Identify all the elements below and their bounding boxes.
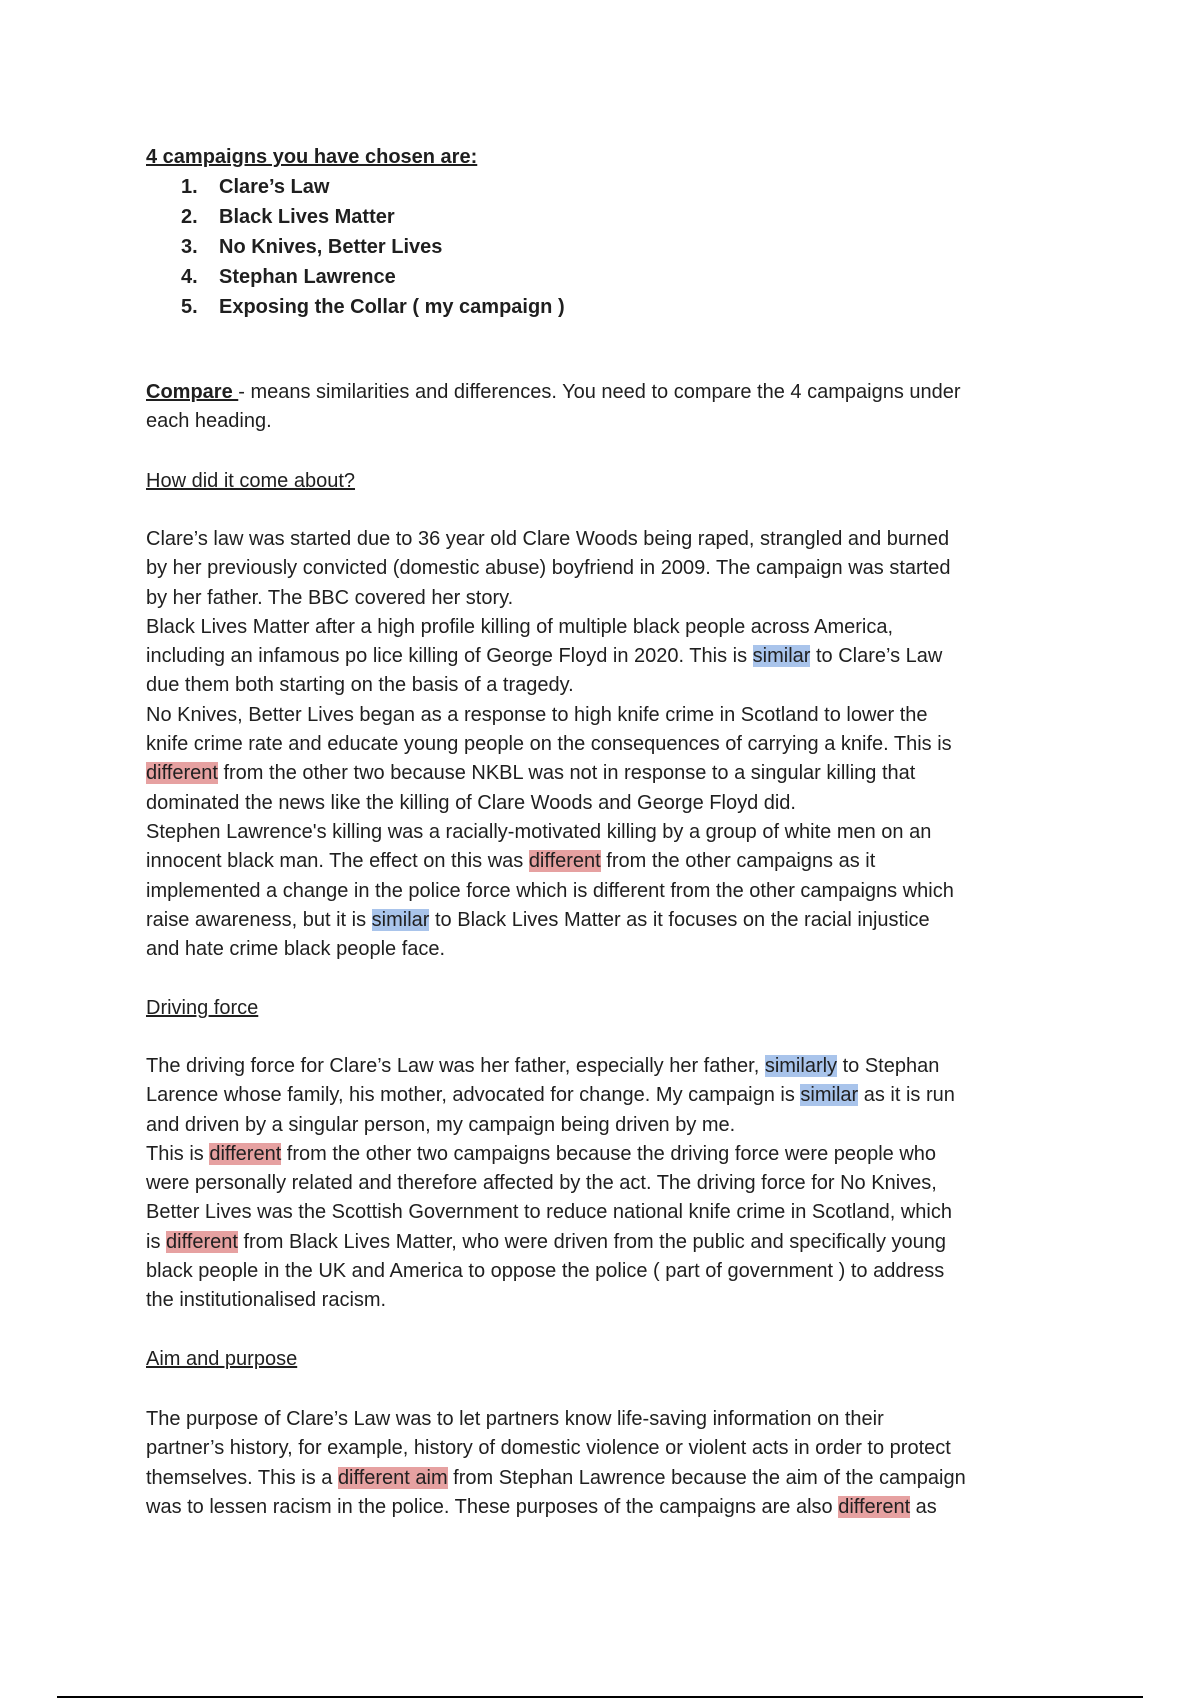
heading-aim-and-purpose: Aim and purpose [146,1348,298,1370]
similar-highlight: similarly [764,1055,838,1077]
compare-term: Compare [146,381,239,403]
list-item: 4. Stephan Lawrence [181,266,396,288]
compare-paragraph: Compare - means similarities and differences. You need to compare the 4 campaigns under each heading. [146,381,961,433]
different-highlight: different [166,1230,238,1253]
different-highlight: different [838,1495,911,1518]
similar-highlight: similar [800,1084,859,1107]
aim-paragraph: The purpose of Clare’s Law was to let partners know life-saving information on their partner’s history, for example, history of domestic violence or violent acts in order to protect themselves. This is a different aim from Stephan Lawrence because the aim of the campaign was to lessen racism in the police. These purposes of the campaigns are also different as [146,1408,966,1518]
page-bottom-rule [57,1696,1143,1698]
campaign-list [181,172,565,322]
heading-driving-force: Driving force [146,997,259,1019]
different-highlight: different [146,762,218,785]
list-item: 1. Clare’s Law [181,176,330,198]
driving-paragraph: The driving force for Clare’s Law was her father, especially her father, similarly to Stephan Larence whose family, his mother, advocated for change. My campaign is similar as it is run and driven by a singular person, my campaign being driven by me. This is different from the other two campaigns because the driving force were people who were personally related and therefore affected by the act. The driving force for No Knives, Better Lives was the Scottish Government to reduce national knife crime in Scotland, which is different from Black Lives Matter, who were driven from the public and specifically young black people in the UK and America to oppose the police ( part of government ) to address the institutionalised racism. [146,1055,955,1312]
campaigns-title: 4 campaigns you have chosen are: [146,146,478,168]
list-item: 2. Black Lives Matter [181,206,395,228]
different-highlight: different aim [337,1466,448,1489]
list-item: 3. No Knives, Better Lives [181,236,443,258]
list-item: 5. Exposing the Collar ( my campaign ) [181,296,565,318]
different-highlight: different [528,850,601,873]
heading-how-did-it-come-about: How did it come about? [146,470,356,492]
similar-highlight: similar [371,908,430,931]
different-highlight: different [209,1142,282,1165]
how-paragraph: Clare’s law was started due to 36 year old Clare Woods being raped, strangled and burned by her previously convicted (domestic abuse) boyfriend in 2009. The campaign was started by her father. The BBC covered her story. Black Lives Matter after a high profile killing of multiple black people across America, including an infamous po lice killing of George Floyd in 2020. This is similar to Clare’s Law due them both starting on the basis of a tragedy. No Knives, Better Lives began as a response to high knife crime in Scotland to lower the knife crime rate and educate young people on the consequences of carrying a knife. This is different from the other two because NKBL was not in response to a singular killing that dominated the news like the killing of Clare Woods and George Floyd did. Stephen Lawrence's killing was a racially-motivated killing by a group of white men on an innocent black man. The effect on this was different from the other campaigns as it implemented a change in the police force which is different from the other campaigns which raise awareness, but it is similar to Black Lives Matter as it focuses on the racial injustice and hate crime black people face. [146,528,954,961]
similar-highlight: similar [752,645,811,668]
